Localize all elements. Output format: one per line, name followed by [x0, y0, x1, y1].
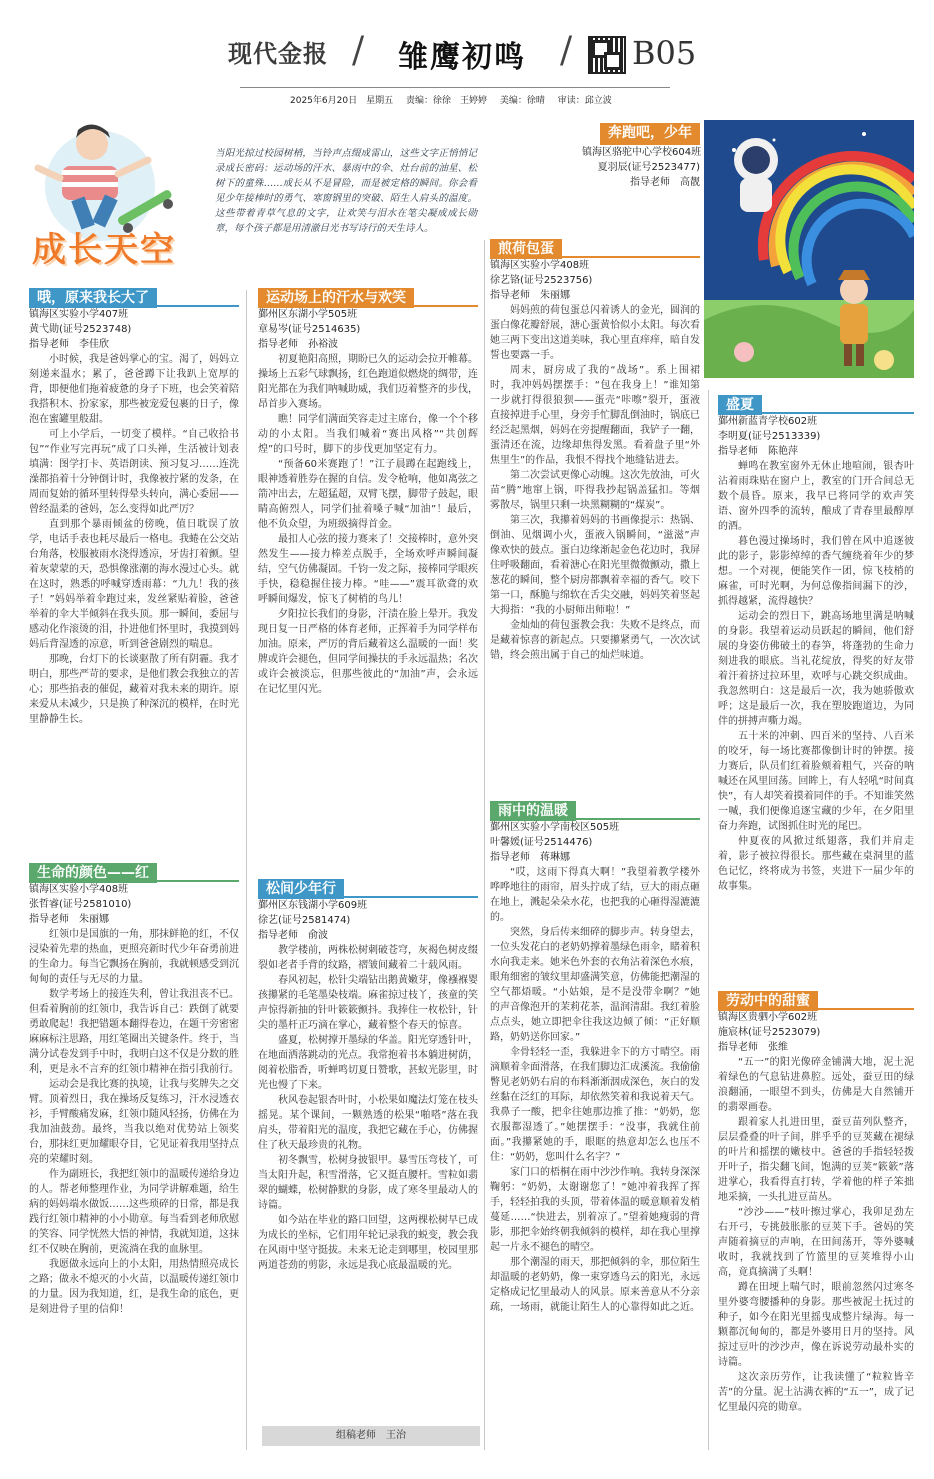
section-title: 成长天空	[32, 230, 176, 270]
article-5-paragraph: 妈妈煎的荷包蛋总闪着诱人的金光，圆润的蛋白像花瓣舒展，溏心蛋黄恰似小太阳。每次看她三两下变出这道美味，我心里直痒痒，暗自发誓也要露一手。	[490, 305, 700, 361]
masthead-divider: /	[560, 30, 573, 71]
article-6-paragraph: 突然，身后传来细碎的脚步声。转身望去，一位头发花白的老奶奶撑着墨绿色雨伞，睹着积水向我走来。她米色外套的衣角沾着深色水痕，眼角细密的皱纹里却盛满笑意，仿佛能把潮湿的空气都焐暖。“小姑娘，是不是没带伞啊？”她的声音像泡开的茉莉花茶，温润清甜。我红着脸点点头，她立即把伞往我这边倾了倾：“正好顺路，奶奶送你回家。”	[490, 927, 700, 1043]
article-2-paragraph: 运动会是我比赛的执境，让我与奖牌失之交臂。顶着烈日，我在操场反复练习，汗水浸透衣衫，手臂酸痛发麻，红领巾随风轻扬，仿佛在为我加油鼓劲。最终，当我以绝对优势站上领奖台，那抹红更加耀眼夺目，它见证着我用坚持点亮的荣耀时刻。	[29, 1079, 239, 1165]
article-1	[29, 287, 239, 727]
article-2-paragraph: 作为副班长，我把红领巾的温暖传递给身边的人。帮老师整理作业，为同学讲解难题，给生病的妈妈端水做饭……这些琐碎的日常，都是我践行红领巾精神的小小勋章。每当看到老师欣慰的笑容、同学恍然大悟的神情，我就知道，这抹红不仅映在胸前，更流淌在我的血脉里。	[29, 1169, 239, 1255]
article-2-author: 张哲睿(证号2581010)	[29, 899, 132, 910]
article-9-school: 镇海区贵驷小学602班	[718, 1012, 818, 1023]
article-8-teacher: 指导老师 陈艳萍	[718, 446, 798, 457]
article-1-title: 哦，原来我长大了	[29, 288, 157, 308]
article-7	[582, 122, 700, 190]
page-number: B05	[632, 34, 697, 72]
article-4-paragraph: 如今站在毕业的路口回望，这两棵松树早已成为成长的坐标，它们用年轮记录我的蜕变，教会我在风雨中坚守挺拔。未来无论走到哪里，校园里那两道苍劲的剪影，永远是我心底最温暖的光。	[258, 1215, 478, 1271]
article-5-paragraph: 周末，厨房成了我的“战场”。系上围裙时，我冲妈妈摆摆手：“包在我身上！”谁知第一步就打得很狼狈——蛋壳“咔嚓”裂开，蛋液直接掉进手心里，身旁手忙脚乱倒油时，锅底已经泛起黑烟，妈妈在旁提醒翻面，我铲子一翻，蛋清还在流，边缘却焦得发黑。看着盘子里“外焦里生”的作品，我恨不得找个地缝钻进去。	[490, 365, 700, 466]
article-2-teacher: 指导老师 朱丽娜	[29, 914, 109, 925]
article-9-paragraph: 这次亲历劳作，让我读懂了“粒粒皆辛苦”的分量。泥土沾满衣裤的“五一”，成了记忆里最闪亮的勋章。	[718, 1372, 914, 1413]
article-5-teacher: 指导老师 朱丽娜	[490, 290, 570, 301]
article-4	[258, 878, 478, 1273]
article-5-school: 镇海区实验小学408班	[490, 260, 590, 271]
masthead-rule	[240, 87, 670, 88]
masthead-meta	[290, 93, 622, 106]
article-6-paragraph: 伞骨轻轻一歪，我躲进伞下的方寸晴空。雨滴顺着伞面滑落，在我们脚边汇成溪流。我偷偷瞥见老奶奶右肩的布料渐渐洇成深色，灰白的发丝黏在泛红的耳际，却依然笑着和我说着天气。我鼻子一酸，把伞往她那边推了推：“奶奶，您衣服都湿透了。”她摆摆手：“没事，我就住前面。”我攥紧她的手，眼眶的热意却怎么也压不住：“奶奶，您叫什么名字？”	[490, 1047, 700, 1163]
article-6-paragraph: 那个潮湿的雨天，那把倾斜的伞，那位陌生却温暖的老奶奶，像一束穿透乌云的阳光，永远定格成记忆里最动人的风景。原来善意从不分亲疏，一场雨，就能让陌生人的心靠得如此之近。	[490, 1257, 700, 1313]
article-3-paragraph: 夕阳拉长我们的身影，汗渍在脸上晕开。我发现日复一日严格的体育老师，正挥着手为同学样布加油。原来，严厉的背后藏着这么温暖的一面！奖牌或许会褪色，但同学间操扶的手永远温热；名次或许会被淡忘，但那些彼此的“加油”声，会永远在记忆里闪光。	[258, 609, 478, 695]
article-1-author: 黄弋勋(证号2523748)	[29, 324, 132, 335]
article-9-paragraph: 跟着家人扎进田里，蚕豆苗列队整齐，层层叠叠的叶子间，胖乎乎的豆荚藏在褪绿的叶片和摇摆的嫩枝中。爸爸的手指轻轻拨开叶子，指尖翻飞间，饱满的豆荚“簌簌”落进掌心，我看得直打转，学着他的样子笨拙地采摘，一头扎进豆苗丛。	[718, 1117, 914, 1203]
article-8-paragraph: 运动会的烈日下，跳高场地里满是呐喊的身影。我望着运动员跃起的瞬间，他们舒展的身姿仿佛破土的春笋，将蓬勃的生命力刻进我的眼底。当礼花绽放，得奖的好友带着汗着挤过拉环里，欢呼与心跳交织成曲。我忽然明白：这是最后一次，我为她骄傲欢呼；这是最后一次，我在塑胶跑道边，为同伴的拼搏声嘶力竭。	[718, 611, 914, 727]
article-2-paragraph: 数学考场上的接连失利，曾让我沮丧不已。但看着胸前的红领巾，我告诉自己：跌倒了就要勇敢爬起！我把错题本翻得卷边，在题干旁密密麻麻标注思路，用红笔圈出关键条件。终于，当满分试卷发到手中时，我明白这不仅是分数的胜利，更是永不言弃的红领巾精神在指引我前行。	[29, 989, 239, 1075]
article-7-title: 奔跑吧，少年	[600, 123, 700, 143]
article-8-paragraph: 蝉鸣在教室窗外无休止地喧闹，银杏叶沾着雨珠贴在窗户上，教室的门开合间总无数个晨昏。原来，我早已将同学的欢声笑语、窗外四季的流转，酿成了青春里最醇厚的酒。	[718, 461, 914, 532]
article-9-paragraph: 蹲在田埂上喘气时，眼前忽然闪过寒冬里外婆弯腰播种的身影。那些被泥土抚过的种子，如今在阳光里摇曳成整片绿海。每一颗都沉甸甸的，都是外婆用日月的坚持。风掠过豆叶的沙沙声，像在诉说劳动最朴实的诗篇。	[718, 1282, 914, 1368]
article-3-paragraph: 初夏艳阳高照，期盼已久的运动会拉开帷幕。操场上五彩气球飘扬，红色跑道似燃烧的绸带，连阳光都在为我们呐喊助威，我们迈着整齐的步伐，昂首步入赛场。	[258, 354, 478, 410]
article-5-title: 煎荷包蛋	[490, 239, 562, 259]
article-6-school: 鄞州区实验小学南校区505班	[490, 822, 620, 833]
article-5	[490, 238, 700, 663]
column-divider	[246, 290, 247, 1450]
article-3-paragraph: “预备60米赛跑了！”江子晨蹲在起跑线上，眼神透着胜券在握的自信。发令枪响，他如离弦之箭冲出去，左超猛超，双臂飞摆，脚带子鼓起，眼睛高俯烈人，同学们扯着嗓子喊“加油”！最后，他不负众望，为班级摘得首金。	[258, 459, 478, 530]
article-6-author: 叶馨媛(证号2514476)	[490, 837, 593, 848]
article-4-author: 徐艺(证号2581474)	[258, 915, 351, 926]
article-8-paragraph: 暮色漫过操场时，我们曾在风中追逐彼此的影子，影影绰绰的香气缠绕着年少的梦想。一个对视，便能笑作一团，惊飞枝梢的麻雀，可时光啊，为何总像指间漏下的沙，抓得越紧，流得越快？	[718, 536, 914, 607]
article-3-paragraph: 最扣人心弦的接力赛来了！交接棒时，意外突然发生——接力棒差点脱手，全场欢呼声瞬间凝结，空气仿佛凝固。千钧一发之际，接棒同学眼疾手快，稳稳握住接力棒。“哇——”震耳欲聋的欢呼瞬间爆发，惊飞了树梢的鸟儿！	[258, 534, 478, 605]
article-2-title: 生命的颜色——红	[29, 863, 157, 883]
article-4-school: 鄞州区东钱湖小学609班	[258, 900, 368, 911]
article-9-teacher: 指导老师 张维	[718, 1042, 788, 1053]
article-5-paragraph: 第三次，我攥着妈妈的书画像提示：热锅、倒油、见烟调小火，蛋液入锅瞬间，“滋滋”声像欢快的鼓点。蛋白边缘渐起金色花边时，我屏住呼吸翻面，看着溏心在阳光里微微颤动，撒上葱花的瞬间，整个厨房都飘着幸福的香气。咬下第一口，酥脆与绵软在舌尖交融，妈妈笑着竖起大拇指：“我的小厨师出师啦！”	[490, 515, 700, 616]
meta-date: 2025年6月20日 星期五	[290, 96, 394, 106]
article-8-paragraph: 仲夏夜的风掀过纸翅落，我们并肩走着，影子被拉得很长。那些藏在桌洞里的蓝色记忆，终将成为书签，夹进下一届少年的故事集。	[718, 836, 914, 892]
article-1-paragraph: 小时候，我是爸妈掌心的宝。渴了，妈妈立刻递来温水；累了，爸爸蹲下让我趴上宽厚的背，即便他们拖着疲惫的身子下班，也会笑着陪我搭积木、扮家家，那些被宠爱包裹的日子，像泡在蜜罐里般甜。	[29, 354, 239, 425]
article-1-paragraph: 那晚，台灯下的长谈驱散了所有阴霾。我才明白，那些严苛的要求，是他们教会我独立的苦心；那些掐表的催促，藏着对我未来的期许。原来爱从未减少，只是换了种深沉的模样，在时光里静静生长。	[29, 654, 239, 725]
article-1-school: 镇海区实验小学407班	[29, 309, 129, 320]
article-4-paragraph: 初冬飘雪，松树身披银甲。暴雪压弯枝丫，可当太阳升起，积雪滑落，它又挺直腰杆。雪粒如翡翠的蝴蝶，松树静默的身影，成了寒冬里最动人的诗篇。	[258, 1155, 478, 1211]
masthead-section: 雏鹰初鸣	[398, 40, 526, 75]
article-7-author: 夏羽辰(证号2523477)	[597, 162, 700, 173]
article-9-paragraph: “沙沙——”枝叶擦过掌心，我卯足劲左右开弓，专挑鼓胀胀的豆荚下手。爸妈的笑声随着摘豆的声响，在田间荡开，等外婆喊收时，我就找到了竹篮里的豆荚堆得小山高，竟真摘满了头啊！	[718, 1207, 914, 1278]
article-5-paragraph: 第二次尝试更像心动魄。这次先放油，可火苗“腾”地窜上锅，吓得我抄起锅盖猛扣。等烟雾散尽，锅里只剩一块黑糊糊的“煤炭”。	[490, 470, 700, 511]
masthead-brand: 现代金报	[228, 39, 328, 68]
article-3-author: 章易岑(证号2514635)	[258, 324, 361, 335]
editor-credit: 组稿老师 王治	[262, 1426, 480, 1446]
article-4-title: 松间少年行	[258, 879, 344, 899]
article-8-paragraph: 五十米的冲刺、四百米的坚持、八百米的咬牙，每一场比赛都像倒计时的钟摆。接力赛后，队员们红着脸颊着粗气，兴奋的呐喊还在风里回荡。回眸上，有人轻吼“时间真快”，有人却笑着摸着同伴的手。不知谁笑然一喊，我们便像追逐宝藏的少年，在夕阳里奋力奔跑，试图抓住时光的尾巴。	[718, 731, 914, 832]
article-4-teacher: 指导老师 俞波	[258, 930, 328, 941]
article-8	[718, 394, 914, 894]
article-2-paragraph: 我愿做永远向上的小太阳，用热情照亮成长之路；做永不熄灭的小火苗，以温暖传递红领巾的力量。因为我知道，红，是我生命的底色，更是刻进骨子里的信仰！	[29, 1259, 239, 1315]
article-5-author: 徐艺铬(证号2523756)	[490, 275, 593, 286]
article-9	[718, 990, 914, 1415]
article-2-school: 镇海区实验小学408班	[29, 884, 129, 895]
column-divider	[484, 240, 485, 1450]
qr-code-icon	[588, 36, 626, 74]
article-6-teacher: 指导老师 蒋琳娜	[490, 852, 570, 863]
article-9-author: 施宸林(证号2523079)	[718, 1027, 821, 1038]
article-8-author: 李明夏(证号2513339)	[718, 431, 821, 442]
article-6-title: 雨中的温暖	[490, 801, 576, 821]
article-6	[490, 800, 700, 1315]
article-8-school: 鄞州新蓝青学校602班	[718, 416, 818, 427]
article-1-paragraph: 可上小学后，一切变了模样。“自己收拾书包”“作业写完再玩”成了口头禅，生活被计划表填满：图学打卡、英语朗读、预习复习……连洗澡都掐着十分钟倒计时，我像被拧紧的发条，在周而复始的循环里转得晕头转向，满心委屈——曾经温柔的爸妈，怎么变得如此严厉？	[29, 429, 239, 515]
article-1-teacher: 指导老师 李佳欣	[29, 339, 109, 350]
article-2	[29, 862, 239, 1317]
article-6-paragraph: “哎，这雨下得真大啊！”我望着教学楼外哗哗地往的雨帘，眉头拧成了结，豆大的雨点砸在地上，溅起朵朵水花，也把我的心砸得湿漉漉的。	[490, 867, 700, 923]
masthead-divider: /	[352, 30, 365, 71]
column-divider	[708, 390, 709, 1450]
article-3	[258, 287, 478, 697]
article-9-title: 劳动中的甜蜜	[718, 991, 818, 1011]
article-4-paragraph: 秋风卷起银杏叶时，小松果如魔法灯笼在枝头摇晃。某个课间，一颗熟透的松果“啪嗒”落在我肩头，带着阳光的温度，我把它藏在手心，仿佛握住了秋天最珍贵的礼物。	[258, 1095, 478, 1151]
article-3-title: 运动场上的汗水与欢笑	[258, 288, 414, 308]
intro-text: 当阳光掠过校园树梢，当铃声点缀成雷山，这些文字正悄悄记录成长密码：运动场的汗水、暴雨中的伞、灶台前的油星、松树下的童殊……成长从不是冒险，而是被定格的瞬间。你会看见少年接棒时的勇气、寒窗钢里的突破、陌生人肩头的温度。这些带着青草气息的文字，让欢笑与泪水在笔尖凝成成长勋章，每个孩子都是用清澈目光书写诗行的天生诗人。	[215, 148, 477, 234]
article-4-paragraph: 教学楼前，两株松树刺破苍穹，灰褐色树皮缀裂如老者手背的纹路，褶皱间藏着二十载风雨。	[258, 945, 478, 971]
article-7-teacher: 指导老师 高靓	[630, 177, 700, 188]
article-4-paragraph: 盛夏，松树撑开墨绿的华盖。阳光穿透针叶，在地面洒落跳动的光点。我常抱着书本躺进树荫，阅着松脂香，听蝉鸣切夏日赞歌，甚蚁光影里，时光也慢了下来。	[258, 1035, 478, 1091]
article-4-paragraph: 春风初起，松针尖端钻出鹅黄嫩芽，像襁褓婴孩攥紧的毛笔墨染枝端。麻雀掠过枝丫，孩童的笑声惊得新抽的针叶簌簌颤抖。我捧住一枚松针，针尖的墨杆正巧滴在掌心，藏着整个春天的惊喜。	[258, 975, 478, 1031]
article-1-paragraph: 直到那个暴雨倾盆的傍晚，值日耽误了放学，电话手表也耗尽最后一格电。我蜷在公交站台角落，校服被雨水浇得透凉，牙齿打着颤。望着灰蒙蒙的天，恐惧像涨潮的海水漫过心头。就在这时，熟悉的呼喊穿透雨幕：“九九！我的孩子！”妈妈举着伞跑过来，发丝紧贴着脸，爸爸举着的伞大半倾斜在我头顶。那一瞬间，委屈与感动化作滚烫的泪，扑进他们怀里时，我摸到妈妈后背湿透的凉意，听到爸爸剧烈的喘息。	[29, 519, 239, 650]
article-7-school: 镇海区骆驼中心学校604班	[582, 147, 702, 158]
article-6-paragraph: 家门口的梧桐在雨中沙沙作响。我转身深深鞠躬：“奶奶，太谢谢您了！”她冲着我挥了挥手，轻轻拍我的头顶，带着体温的暖意顺着发梢蔓延……“快进去，别着凉了。”望着她瘦弱的背影，那把伞始终朝我倾斜的模样，却在我心里撑起一片永不褪色的晴空。	[490, 1167, 700, 1253]
article-3-paragraph: 瞧！同学们满面笑容走过主席台，像一个个移动的小太阳。当我们喊着“赛出风格”“共创辉煌”的口号时，脚下的步伐更加坚定有力。	[258, 414, 478, 455]
article-3-school: 鄞州区东湖小学505班	[258, 309, 358, 320]
article-3-teacher: 指导老师 孙裕波	[258, 339, 338, 350]
meta-editor: 责编：徐徐 王婷婷	[405, 96, 487, 106]
astronaut-children-illustration	[704, 120, 914, 378]
meta-art-editor: 美编：徐晴	[499, 96, 545, 106]
article-9-paragraph: “五一”的阳光像碎金铺满大地，泥土泥着绿色的气息钻进鼻腔。远处，蚕豆田的绿浪翻涌，一眼望不到头，仿佛是大自然铺开的翡翠画卷。	[718, 1057, 914, 1113]
meta-proofreader: 审读：邱立波	[557, 96, 612, 106]
article-5-paragraph: 金灿灿的荷包蛋教会我：失败不是终点，而是藏着惊喜的新起点。只要攥紧勇气，一次次试错，终会煎出属于自己的灿烂味道。	[490, 620, 700, 661]
article-2-paragraph: 红领巾是国旗的一角，那抹鲜艳的红，不仅浸染着先辈的热血，更照亮新时代少年奋勇前进的生命力。每当它飘扬在胸前，我就顿感受到沉甸甸的责任与无尽的力量。	[29, 929, 239, 985]
article-8-title: 盛夏	[718, 395, 762, 415]
